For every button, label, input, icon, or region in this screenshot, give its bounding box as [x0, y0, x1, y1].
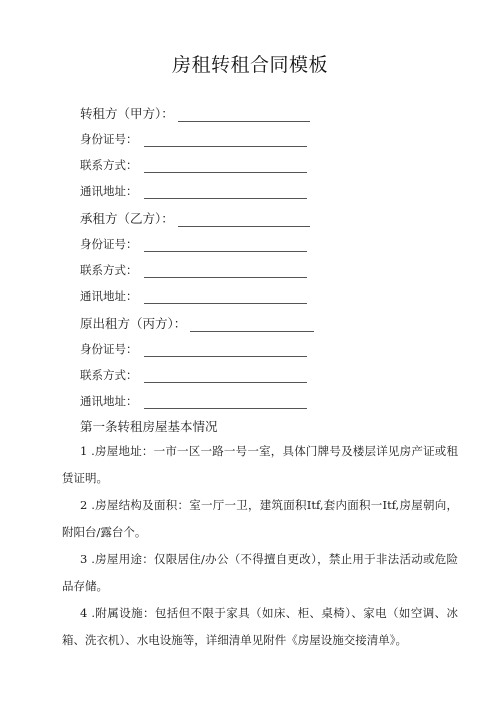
party-b-contact-label: 联系方式：: [80, 263, 138, 277]
party-c-address-label: 通讯地址：: [80, 394, 138, 408]
party-b-blank[interactable]: [178, 214, 310, 227]
party-a-id-label: 身份证号：: [80, 132, 138, 146]
party-a-contact-row: [80, 157, 307, 173]
party-b-contact-blank[interactable]: [144, 266, 307, 278]
party-b-contact-row: [80, 262, 307, 278]
party-c-id-label: 身份证号：: [80, 342, 138, 356]
party-a-id-row: [80, 131, 307, 147]
section-1-item-3: 3 .房屋用途：仅限居住/办公（不得擅自更改），禁止用于非法活动或危险品存储。: [62, 552, 458, 593]
party-c-address-blank[interactable]: [144, 397, 307, 409]
party-c-contact-blank[interactable]: [144, 371, 307, 383]
party-b-id-row: [80, 236, 307, 252]
party-b-address-row: [80, 288, 307, 304]
party-b-id-blank[interactable]: [144, 240, 307, 252]
party-b-address-label: 通讯地址：: [80, 289, 138, 303]
party-b-row: [80, 209, 310, 227]
party-c-contact-label: 联系方式：: [80, 368, 138, 382]
party-c-blank[interactable]: [190, 319, 314, 332]
party-c-contact-row: [80, 367, 307, 383]
party-c-id-blank[interactable]: [144, 345, 307, 357]
party-a-address-blank[interactable]: [144, 187, 307, 199]
party-b-address-blank[interactable]: [144, 292, 307, 304]
section-1-item-2: 2 .房屋结构及面积：室一厅一卫，建筑面积Itf,套内面积一Itf,房屋朝向，附阳台/露台个。: [62, 498, 458, 539]
section-1-item-4: 4 .附属设施：包括但不限于家具（如床、柜、桌椅）、家电（如空调、冰箱、洗衣机）、水电设施等，详细清单见附件《房屋设施交接清单》。: [62, 606, 458, 647]
party-c-address-row: [80, 393, 307, 409]
document-title: 房租转租合同模板: [171, 54, 328, 76]
party-a-contact-blank[interactable]: [144, 161, 307, 173]
party-a-label: 转租方（甲方）：: [80, 106, 174, 121]
party-c-id-row: [80, 341, 307, 357]
party-a-address-row: [80, 183, 307, 199]
party-c-row: [80, 314, 314, 332]
party-a-id-blank[interactable]: [144, 135, 307, 147]
party-a-blank[interactable]: [178, 109, 310, 122]
party-b-label: 承租方（乙方）：: [80, 211, 174, 226]
party-c-label: 原出租方（丙方）：: [80, 316, 187, 331]
section-1-item-1: 1 .房屋地址：一市一区一路一号一室，具体门牌号及楼层详见房产证或租赁证明。: [62, 444, 458, 485]
party-a-address-label: 通讯地址：: [80, 184, 138, 198]
party-a-row: [80, 104, 310, 122]
party-b-id-label: 身份证号：: [80, 237, 138, 251]
section-1-heading: 第一条转租房屋基本情况: [80, 419, 218, 434]
party-a-contact-label: 联系方式：: [80, 158, 138, 172]
